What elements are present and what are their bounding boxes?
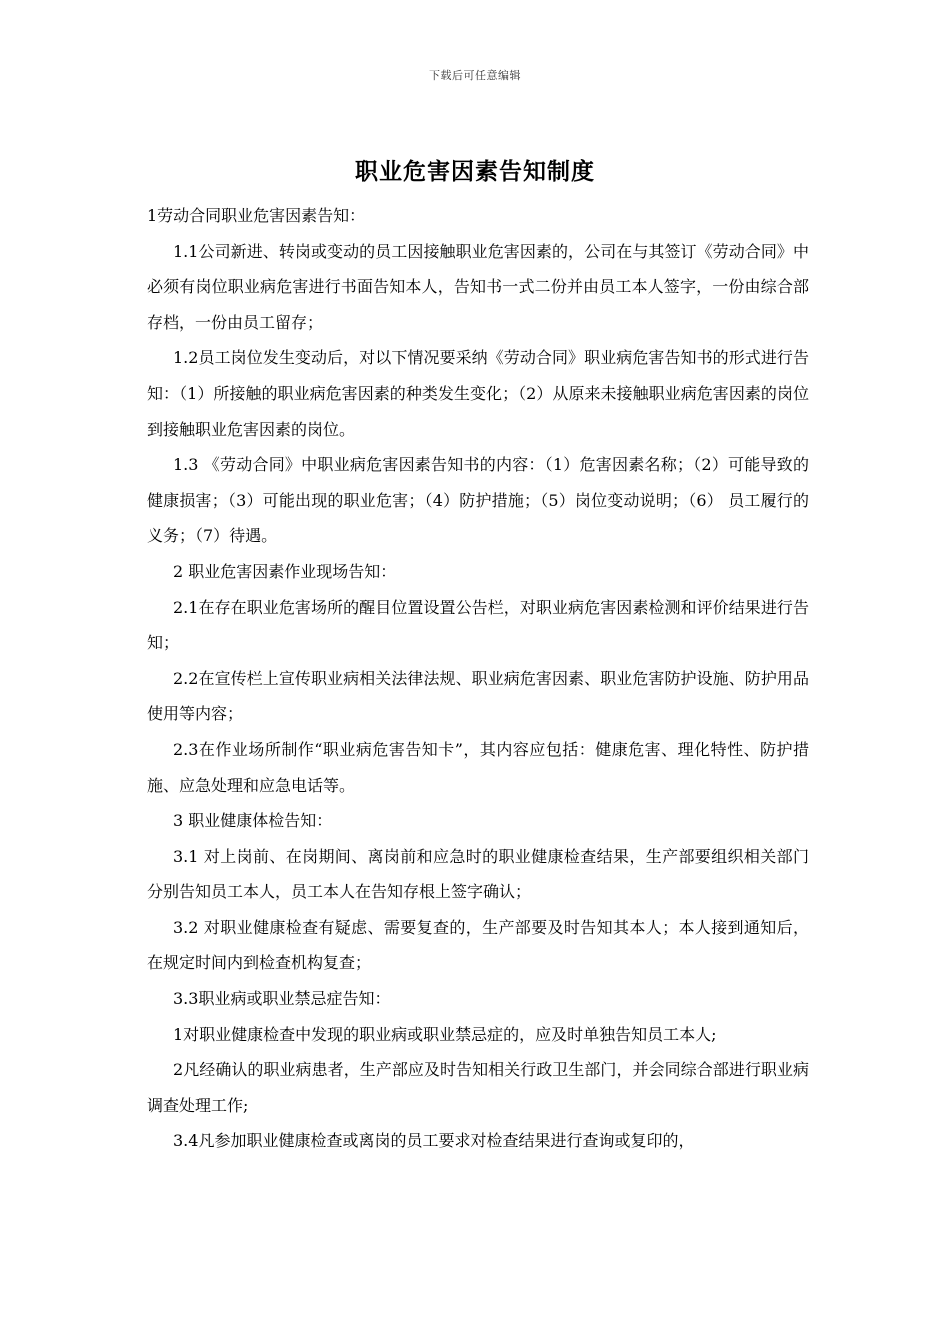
paragraph: 2.2在宣传栏上宣传职业病相关法律法规、职业病危害因素、职业危害防护设施、防护用品使用等内容； xyxy=(147,668,809,724)
paragraph: 2凡经确认的职业病患者，生产部应及时告知相关行政卫生部门，并会同综合部进行职业病调查处理工作; xyxy=(147,1060,809,1115)
paragraph: 3.3职业病或职业禁忌症告知： xyxy=(173,989,391,1009)
paragraph: 2.3在作业场所制作“职业病危害告知卡”，其内容应包括：健康危害、理化特性、防护措施、应急处理和应急电话等。 xyxy=(147,739,809,795)
paragraph: 2 职业危害因素作业现场告知： xyxy=(173,561,397,581)
paragraph: 1对职业健康检查中发现的职业病或职业禁忌症的，应及时单独告知员工本人; xyxy=(173,1024,717,1044)
paragraph: 3 职业健康体检告知： xyxy=(173,811,333,831)
paragraph: 3.1 对上岗前、在岗期间、离岗前和应急时的职业健康检查结果，生产部要组织相关部门分别告知员工本人，员工本人在告知存根上签字确认； xyxy=(147,846,809,902)
document-title: 职业危害因素告知制度 xyxy=(355,158,595,185)
paragraph: 3.4凡参加职业健康检查或离岗的员工要求对检查结果进行查询或复印的， xyxy=(173,1131,695,1151)
paragraph: 1劳动合同职业危害因素告知： xyxy=(147,206,366,225)
paragraph: 1.1公司新进、转岗或变动的员工因接触职业危害因素的，公司在与其签订《劳动合同》中必须有岗位职业病危害进行书面告知本人，告知书一式二份并由员工本人签字，一份由综合部存档，一份由员工留存； xyxy=(147,241,809,332)
paragraph: 2.1在存在职业危害场所的醒目位置设置公告栏，对职业病危害因素检测和评价结果进行告知； xyxy=(147,597,809,653)
paragraph: 1.3 《劳动合同》中职业病危害因素告知书的内容：（1）危害因素名称；（2）可能导致的健康损害；（3）可能出现的职业危害；（4）防护措施；（5）岗位变动说明；（6） 员工履行的义务；（7）待遇。 xyxy=(147,455,809,546)
paragraph: 1.2员工岗位发生变动后，对以下情况要采纳《劳动合同》职业病危害告知书的形式进行告知：（1）所接触的职业病危害因素的种类发生变化；（2）从原来未接触职业病危害因素的岗位到接触职业危害因素的岗位。 xyxy=(147,348,809,439)
paragraph: 3.2 对职业健康检查有疑虑、需要复查的，生产部要及时告知其本人；本人接到通知后，在规定时间内到检查机构复查； xyxy=(147,917,809,973)
header-note: 下载后可任意编辑 xyxy=(429,69,521,82)
document-body xyxy=(147,198,809,1159)
